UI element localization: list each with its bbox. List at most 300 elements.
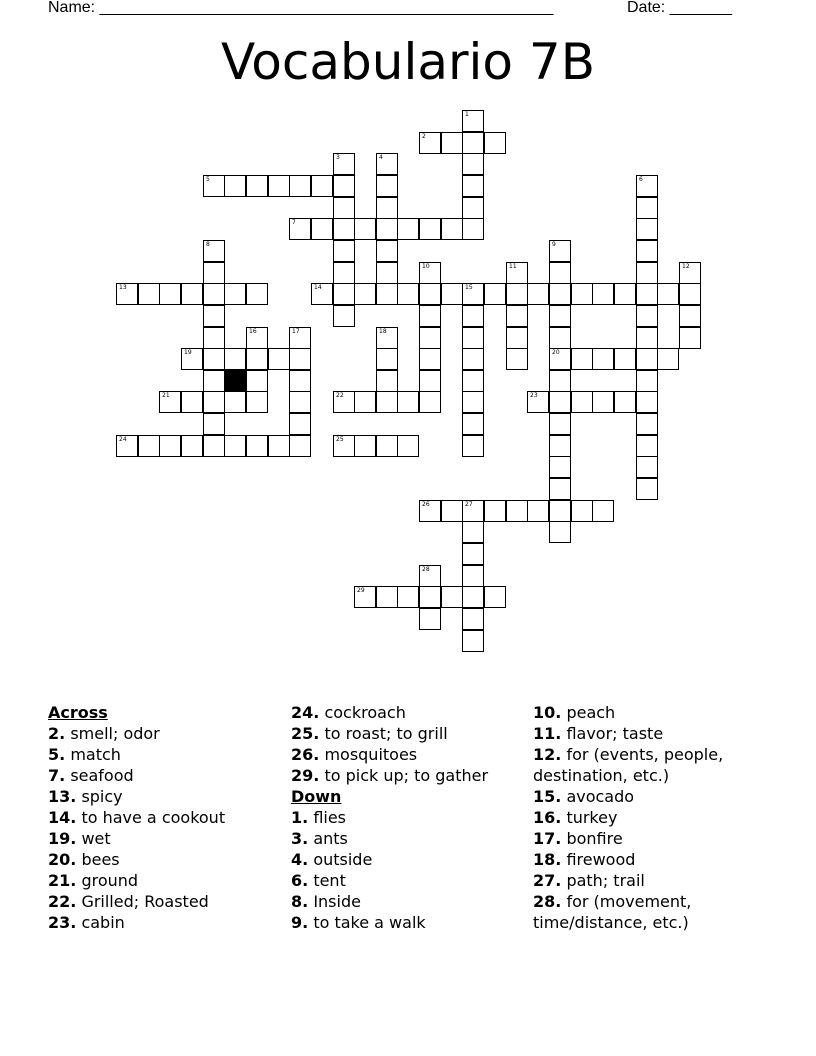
clue-item-text: tent: [313, 871, 346, 890]
grid-cell[interactable]: [333, 218, 355, 240]
clue-item: [291, 891, 526, 912]
clue-item: [291, 702, 526, 723]
clue-item-text: spicy: [81, 787, 123, 806]
grid-cell[interactable]: [224, 175, 246, 197]
grid-cell[interactable]: [636, 175, 658, 197]
grid-cell[interactable]: [679, 283, 701, 305]
clue-item-number: 21.: [48, 871, 77, 890]
grid-cell[interactable]: [462, 197, 484, 219]
grid-cell[interactable]: [636, 391, 658, 413]
grid-cell[interactable]: [397, 435, 419, 457]
section-heading: Across: [48, 703, 108, 722]
grid-cell[interactable]: [419, 608, 441, 630]
clue-item-text: to take a walk: [313, 913, 426, 932]
clue-item-number: 8.: [291, 892, 309, 911]
clue-item-text: ground: [81, 871, 139, 890]
grid-cell[interactable]: [441, 218, 463, 240]
clue-item: [533, 828, 773, 849]
grid-cell[interactable]: [462, 175, 484, 197]
grid-cell[interactable]: [376, 435, 398, 457]
grid-cell[interactable]: [138, 283, 160, 305]
grid-cell[interactable]: [376, 327, 398, 349]
grid-cell[interactable]: [462, 348, 484, 370]
grid-cell[interactable]: [549, 262, 571, 284]
grid-cell[interactable]: [159, 435, 181, 457]
clue-item-number: 23.: [48, 913, 77, 932]
clue-item-text: flies: [313, 808, 347, 827]
clue-column-3: [533, 702, 773, 933]
clue-item-number: 19.: [48, 829, 77, 848]
grid-cell[interactable]: [376, 240, 398, 262]
grid-cell[interactable]: [419, 370, 441, 392]
clue-item-number: 26.: [291, 745, 320, 764]
grid-cell[interactable]: [441, 500, 463, 522]
grid-cell[interactable]: [289, 327, 311, 349]
grid-cell[interactable]: [289, 175, 311, 197]
grid-cell[interactable]: [462, 435, 484, 457]
clue-item-number: 24.: [291, 703, 320, 722]
clue-number: 22: [336, 392, 344, 399]
clue-item-text: outside: [313, 850, 373, 869]
clue-item: [291, 807, 526, 828]
date-label: Date: _______: [627, 0, 732, 16]
clue-item: [48, 765, 278, 786]
grid-cell[interactable]: [462, 413, 484, 435]
clue-number: 7: [292, 219, 296, 226]
grid-cell[interactable]: [116, 435, 138, 457]
grid-cell[interactable]: [203, 305, 225, 327]
clue-number: 15: [465, 284, 473, 291]
grid-cell[interactable]: [549, 240, 571, 262]
grid-cell[interactable]: [224, 283, 246, 305]
grid-cell[interactable]: [636, 240, 658, 262]
grid-cell[interactable]: [592, 391, 614, 413]
grid-cell[interactable]: [203, 413, 225, 435]
clue-item-number: 1.: [291, 808, 309, 827]
clue-number: 10: [422, 263, 430, 270]
clue-item-text: for (movement, time/distance, etc.): [533, 892, 692, 932]
clue-item-number: 20.: [48, 850, 77, 869]
grid-cell[interactable]: [311, 175, 333, 197]
grid-cell[interactable]: [376, 391, 398, 413]
clue-number: 25: [336, 436, 344, 443]
grid-cell[interactable]: [549, 305, 571, 327]
grid-cell[interactable]: [419, 348, 441, 370]
grid-cell[interactable]: [614, 391, 636, 413]
grid-cell[interactable]: [333, 175, 355, 197]
clue-item-number: 13.: [48, 787, 77, 806]
grid-cell[interactable]: [527, 391, 549, 413]
clue-item: [533, 849, 773, 870]
grid-cell[interactable]: [549, 478, 571, 500]
grid-cell[interactable]: [181, 435, 203, 457]
grid-cell[interactable]: [636, 262, 658, 284]
clue-item-number: 25.: [291, 724, 320, 743]
grid-cell[interactable]: [679, 305, 701, 327]
grid-cell[interactable]: [462, 391, 484, 413]
grid-cell[interactable]: [246, 175, 268, 197]
grid-cell[interactable]: [614, 283, 636, 305]
clue-column-2: [291, 702, 526, 933]
grid-cell[interactable]: [527, 500, 549, 522]
clue-item: [48, 786, 278, 807]
clue-number: 27: [465, 501, 473, 508]
grid-cell[interactable]: [333, 240, 355, 262]
grid-cell[interactable]: [203, 240, 225, 262]
clue-number: 6: [639, 176, 643, 183]
grid-cell[interactable]: [506, 327, 528, 349]
clue-number: 19: [184, 349, 192, 356]
grid-cell[interactable]: [116, 283, 138, 305]
name-label: Name: ___________________________________________________: [48, 0, 554, 16]
grid-cell[interactable]: [462, 283, 484, 305]
grid-cell[interactable]: [224, 348, 246, 370]
grid-cell[interactable]: [203, 370, 225, 392]
clue-item-text: peach: [566, 703, 616, 722]
grid-cell[interactable]: [462, 586, 484, 608]
grid-cell[interactable]: [636, 327, 658, 349]
grid-cell[interactable]: [181, 283, 203, 305]
grid-cell[interactable]: [571, 283, 593, 305]
clue-number: 2: [422, 133, 426, 140]
grid-cell[interactable]: [419, 500, 441, 522]
grid-cell[interactable]: [311, 218, 333, 240]
clue-item: [291, 828, 526, 849]
grid-cell[interactable]: [679, 262, 701, 284]
clue-number: 26: [422, 501, 430, 508]
grid-cell[interactable]: [354, 586, 376, 608]
grid-cell[interactable]: [419, 327, 441, 349]
clue-item: [48, 807, 278, 828]
grid-cell[interactable]: [333, 262, 355, 284]
grid-cell[interactable]: [636, 305, 658, 327]
grid-cell[interactable]: [549, 435, 571, 457]
grid-cell[interactable]: [462, 110, 484, 132]
grid-cell[interactable]: [636, 435, 658, 457]
grid-cell[interactable]: [484, 283, 506, 305]
grid-cell[interactable]: [679, 327, 701, 349]
clue-item-text: flavor; taste: [566, 724, 664, 743]
grid-cell[interactable]: [592, 283, 614, 305]
clue-item-number: 5.: [48, 745, 66, 764]
grid-cell[interactable]: [289, 435, 311, 457]
clue-item: [48, 723, 278, 744]
page-title: Vocabulario 7B: [220, 33, 596, 91]
clue-item-text: Inside: [313, 892, 361, 911]
grid-cell[interactable]: [289, 391, 311, 413]
clue-number: 18: [379, 328, 387, 335]
grid-cell[interactable]: [419, 218, 441, 240]
grid-cell[interactable]: [376, 283, 398, 305]
grid-cell[interactable]: [354, 391, 376, 413]
clue-item: [291, 765, 526, 786]
grid-cell[interactable]: [636, 283, 658, 305]
clue-item-text: mosquitoes: [324, 745, 418, 764]
grid-cell[interactable]: [636, 370, 658, 392]
grid-cell[interactable]: [657, 283, 679, 305]
clue-number: 16: [249, 328, 257, 335]
clue-item: [533, 807, 773, 828]
grid-cell[interactable]: [462, 521, 484, 543]
clue-item: [48, 912, 278, 933]
grid-cell[interactable]: [246, 391, 268, 413]
clue-item: [533, 744, 773, 786]
grid-cell[interactable]: [376, 262, 398, 284]
clue-column-1: [48, 702, 278, 933]
grid-cell[interactable]: [592, 500, 614, 522]
grid-cell[interactable]: [484, 500, 506, 522]
clue-number: 1: [465, 111, 469, 118]
grid-cell[interactable]: [246, 370, 268, 392]
grid-cell[interactable]: [181, 391, 203, 413]
clue-item: [533, 723, 773, 744]
grid-cell[interactable]: [636, 218, 658, 240]
clue-number: 29: [357, 587, 365, 594]
clue-number: 21: [162, 392, 170, 399]
clue-number: 3: [336, 154, 340, 161]
grid-cell[interactable]: [138, 435, 160, 457]
grid-cell[interactable]: [397, 391, 419, 413]
clue-item-text: bees: [81, 850, 120, 869]
grid-cell[interactable]: [462, 630, 484, 652]
blocked-cell: [224, 370, 246, 392]
clue-item-text: cabin: [81, 913, 125, 932]
clue-item-number: 10.: [533, 703, 562, 722]
grid-cell[interactable]: [549, 327, 571, 349]
grid-cell[interactable]: [462, 608, 484, 630]
grid-cell[interactable]: [592, 348, 614, 370]
clue-item-number: 11.: [533, 724, 562, 743]
clue-number: 4: [379, 154, 383, 161]
clue-item: [533, 891, 773, 933]
clue-number: 9: [552, 241, 556, 248]
clue-item-number: 18.: [533, 850, 562, 869]
grid-cell[interactable]: [159, 283, 181, 305]
grid-cell[interactable]: [333, 197, 355, 219]
grid-cell[interactable]: [333, 391, 355, 413]
clue-item: [533, 870, 773, 891]
grid-cell[interactable]: [462, 370, 484, 392]
grid-cell[interactable]: [354, 435, 376, 457]
grid-cell[interactable]: [549, 283, 571, 305]
clue-item-number: 9.: [291, 913, 309, 932]
clue-item: [291, 849, 526, 870]
clue-number: 5: [206, 176, 210, 183]
clue-item-number: 12.: [533, 745, 562, 764]
clue-number: 8: [206, 241, 210, 248]
grid-cell[interactable]: [246, 327, 268, 349]
grid-cell[interactable]: [203, 435, 225, 457]
clue-item-number: 3.: [291, 829, 309, 848]
grid-cell[interactable]: [246, 348, 268, 370]
clue-item-number: 17.: [533, 829, 562, 848]
grid-cell[interactable]: [333, 435, 355, 457]
grid-cell[interactable]: [506, 305, 528, 327]
grid-cell[interactable]: [462, 327, 484, 349]
clue-item: [533, 702, 773, 723]
grid-cell[interactable]: [311, 283, 333, 305]
grid-cell[interactable]: [419, 586, 441, 608]
grid-cell[interactable]: [419, 565, 441, 587]
grid-cell[interactable]: [268, 348, 290, 370]
grid-cell[interactable]: [484, 132, 506, 154]
clue-item-number: 7.: [48, 766, 66, 785]
grid-cell[interactable]: [419, 283, 441, 305]
clue-item-text: seafood: [70, 766, 134, 785]
clue-number: 28: [422, 566, 430, 573]
clue-item: [291, 870, 526, 891]
clue-item-text: turkey: [566, 808, 618, 827]
clue-item-number: 2.: [48, 724, 66, 743]
clue-item-text: to pick up; to gather: [324, 766, 489, 785]
clue-item-text: to have a cookout: [81, 808, 226, 827]
grid-cell[interactable]: [376, 586, 398, 608]
grid-cell[interactable]: [376, 197, 398, 219]
clue-item-number: 28.: [533, 892, 562, 911]
clue-item: [48, 744, 278, 765]
grid-cell[interactable]: [506, 283, 528, 305]
grid-cell[interactable]: [397, 218, 419, 240]
clue-number: 13: [119, 284, 127, 291]
clue-item-number: 27.: [533, 871, 562, 890]
grid-cell[interactable]: [549, 391, 571, 413]
clue-item-text: Grilled; Roasted: [81, 892, 209, 911]
grid-cell[interactable]: [462, 153, 484, 175]
grid-cell[interactable]: [333, 283, 355, 305]
grid-cell[interactable]: [549, 500, 571, 522]
clue-item-text: ants: [313, 829, 348, 848]
grid-cell[interactable]: [657, 348, 679, 370]
grid-cell[interactable]: [462, 132, 484, 154]
grid-cell[interactable]: [397, 283, 419, 305]
grid-cell[interactable]: [224, 391, 246, 413]
grid-cell[interactable]: [636, 197, 658, 219]
grid-cell[interactable]: [203, 175, 225, 197]
grid-cell[interactable]: [376, 175, 398, 197]
grid-cell[interactable]: [246, 283, 268, 305]
clue-item: [48, 828, 278, 849]
grid-cell[interactable]: [246, 435, 268, 457]
grid-cell[interactable]: [333, 305, 355, 327]
grid-cell[interactable]: [636, 413, 658, 435]
clue-item-text: match: [70, 745, 121, 764]
grid-cell[interactable]: [549, 521, 571, 543]
grid-cell[interactable]: [549, 348, 571, 370]
grid-cell[interactable]: [181, 348, 203, 370]
clue-item-text: smell; odor: [70, 724, 160, 743]
clue-item-text: cockroach: [324, 703, 406, 722]
clue-item: [533, 786, 773, 807]
clue-item-text: avocado: [566, 787, 635, 806]
grid-cell[interactable]: [289, 370, 311, 392]
grid-cell[interactable]: [419, 132, 441, 154]
clue-item-text: firewood: [566, 850, 636, 869]
grid-cell[interactable]: [203, 348, 225, 370]
grid-cell[interactable]: [441, 586, 463, 608]
grid-cell[interactable]: [203, 262, 225, 284]
clue-number: 23: [530, 392, 538, 399]
clue-item-number: 29.: [291, 766, 320, 785]
grid-cell[interactable]: [614, 348, 636, 370]
grid-cell[interactable]: [376, 348, 398, 370]
grid-cell[interactable]: [333, 153, 355, 175]
grid-cell[interactable]: [419, 262, 441, 284]
grid-cell[interactable]: [203, 327, 225, 349]
clue-item-number: 4.: [291, 850, 309, 869]
grid-cell[interactable]: [527, 283, 549, 305]
clue-item-number: 16.: [533, 808, 562, 827]
clue-item: [291, 744, 526, 765]
grid-cell[interactable]: [289, 348, 311, 370]
grid-cell[interactable]: [462, 500, 484, 522]
grid-cell[interactable]: [376, 218, 398, 240]
clue-item: [48, 891, 278, 912]
grid-cell[interactable]: [441, 283, 463, 305]
clue-number: 17: [292, 328, 300, 335]
grid-cell[interactable]: [397, 586, 419, 608]
clue-item: [48, 849, 278, 870]
grid-cell[interactable]: [268, 435, 290, 457]
grid-cell[interactable]: [462, 218, 484, 240]
clue-number: 11: [509, 263, 517, 270]
grid-cell[interactable]: [462, 305, 484, 327]
clue-item: [291, 912, 526, 933]
grid-cell[interactable]: [636, 456, 658, 478]
grid-cell[interactable]: [484, 586, 506, 608]
grid-cell[interactable]: [419, 391, 441, 413]
grid-cell[interactable]: [289, 413, 311, 435]
grid-cell[interactable]: [571, 500, 593, 522]
grid-cell[interactable]: [159, 391, 181, 413]
grid-cell[interactable]: [506, 500, 528, 522]
grid-cell[interactable]: [462, 543, 484, 565]
clue-number: 14: [314, 284, 322, 291]
clue-item: [48, 870, 278, 891]
clue-item-text: bonfire: [566, 829, 623, 848]
clue-number: 24: [119, 436, 127, 443]
grid-cell[interactable]: [224, 435, 246, 457]
clue-item-text: path; trail: [566, 871, 645, 890]
grid-cell[interactable]: [354, 218, 376, 240]
clue-item-text: to roast; to grill: [324, 724, 448, 743]
clue-item-number: 22.: [48, 892, 77, 911]
grid-cell[interactable]: [419, 305, 441, 327]
clue-item-text: for (events, people, destination, etc.): [533, 745, 724, 785]
grid-cell[interactable]: [203, 391, 225, 413]
clue-item-number: 15.: [533, 787, 562, 806]
clue-number: 20: [552, 349, 560, 356]
grid-cell[interactable]: [506, 348, 528, 370]
grid-cell[interactable]: [376, 370, 398, 392]
grid-cell[interactable]: [203, 283, 225, 305]
grid-cell[interactable]: [354, 283, 376, 305]
grid-cell[interactable]: [549, 413, 571, 435]
grid-cell[interactable]: [268, 175, 290, 197]
grid-cell[interactable]: [549, 370, 571, 392]
clue-number: 12: [682, 263, 690, 270]
clue-item-number: 6.: [291, 871, 309, 890]
grid-cell[interactable]: [549, 456, 571, 478]
grid-cell[interactable]: [506, 262, 528, 284]
grid-cell[interactable]: [289, 218, 311, 240]
grid-cell[interactable]: [441, 132, 463, 154]
grid-cell[interactable]: [636, 348, 658, 370]
grid-cell[interactable]: [462, 565, 484, 587]
grid-cell[interactable]: [376, 153, 398, 175]
grid-cell[interactable]: [636, 478, 658, 500]
grid-cell[interactable]: [571, 391, 593, 413]
grid-cell[interactable]: [571, 348, 593, 370]
